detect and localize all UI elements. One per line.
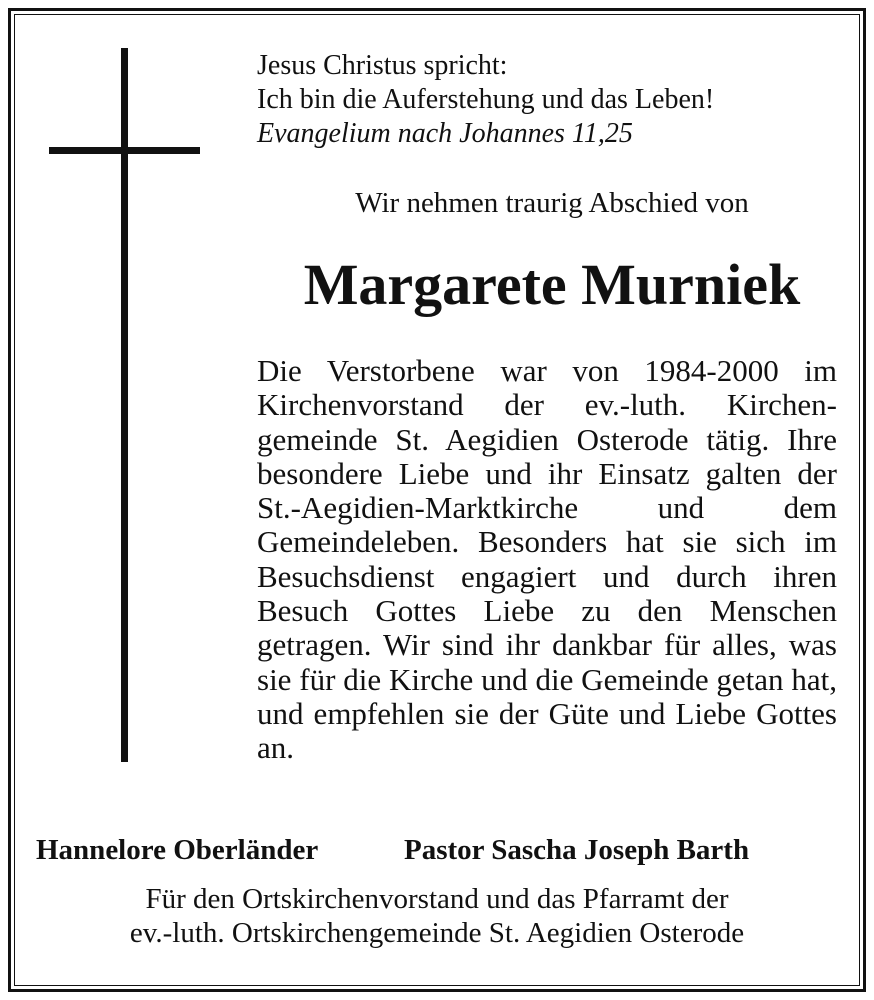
farewell-intro: Wir nehmen traurig Abschied von xyxy=(355,187,749,219)
quote-reference: Evangelium nach Johannes 11,25 xyxy=(257,118,633,149)
obituary-text: Die Verstorbene war von 1984-2000 im Kirchenvorstand der ev.-luth. Kirchengemeinde St. Aegidien Osterode tätig. Ihre besondere Liebe und ihr Einsatz galten der St.-Aegidien-Marktkirche und dem Gemeindeleben. Besonders hat sie sich im Besuchsdienst engagiert und durch ihren Besuch Gottes Liebe zu den Menschen getragen. Wir sind ihr dankbar für alles, was sie für die Kirche und die Gemeinde getan hat, und empfehlen sie der Güte und Liebe Gottes an. xyxy=(257,353,837,766)
deceased-name: Margarete Murniek xyxy=(303,252,801,317)
cross-horizontal-bar xyxy=(49,147,200,154)
signer-second: Pastor Sascha Joseph Barth xyxy=(404,834,750,866)
signer-first: Hannelore Oberländer xyxy=(36,834,319,866)
cross-vertical-bar xyxy=(121,48,128,762)
bible-quote xyxy=(257,49,847,151)
quote-line-1: Jesus Christus spricht: xyxy=(257,50,508,81)
quote-line-2: Ich bin die Auferstehung und das Leben! xyxy=(257,84,715,115)
footer-line-2: ev.-luth. Ortskirchengemeinde St. Aegidien Osterode xyxy=(129,917,745,949)
footer-organization xyxy=(30,882,844,950)
footer-line-1: Für den Ortskirchenvorstand und das Pfarramt der xyxy=(145,883,729,915)
